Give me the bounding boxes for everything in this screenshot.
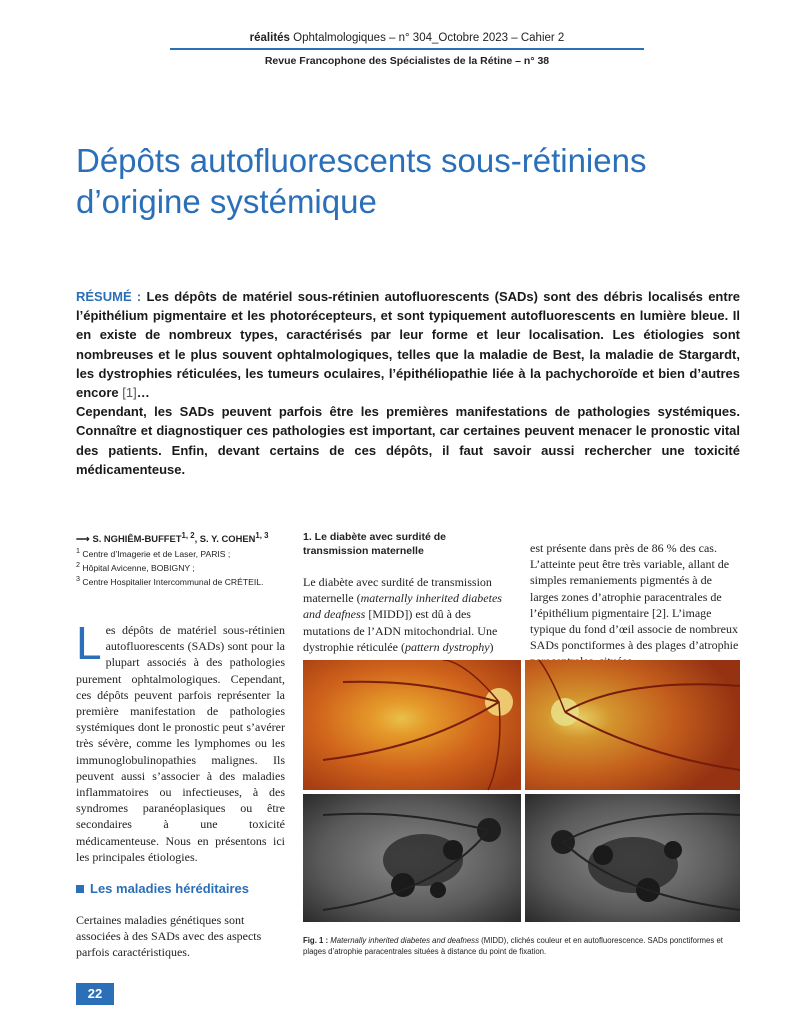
figure-caption xyxy=(303,935,740,957)
title-line-2: d’origine systémique xyxy=(76,183,377,220)
square-bullet-icon xyxy=(76,885,84,893)
authors-block xyxy=(76,530,296,588)
fundus-color-left xyxy=(303,660,521,790)
sub-italic-2: pattern dystrophy xyxy=(404,639,490,654)
fundus-color-right xyxy=(525,660,740,790)
affiliation-2 xyxy=(76,560,296,574)
author-2-affil: 1, 3 xyxy=(255,531,269,540)
header-rule xyxy=(170,48,644,50)
abstract xyxy=(76,287,740,479)
subsection-heading: 1. Le diabète avec surdité de transmission maternelle xyxy=(303,531,446,557)
sub-text-1: Le diabète avec surdité de transmission maternelle ( xyxy=(303,575,492,606)
abstract-para-1 xyxy=(76,287,740,402)
affil-text-1: Centre d’Imagerie et de Laser, PARIS ; xyxy=(79,548,231,559)
author-separator: , xyxy=(194,533,200,545)
affil-num-1: 1 xyxy=(76,547,80,556)
affiliation-1 xyxy=(76,546,296,560)
figure-label: Fig. 1 : xyxy=(303,936,329,945)
article-title xyxy=(76,140,756,222)
col3-paragraph: est présente dans près de 86 % des cas. L’atteinte peut être très variable, allant de simples remaniements pigmentés à de larges zones d’atrophie paracentrales de l’épithélium pigmentaire [2]. L’image typique du fond d’œil associe de nombreux SADs ponctiformes à des plages d’atrophie xyxy=(530,541,739,653)
sub-italic-1: maternally inherited diabetes and deafness xyxy=(303,591,502,622)
affil-text-2: Hôpital Avicenne, BOBIGNY ; xyxy=(79,562,195,573)
affiliation-3 xyxy=(76,574,296,588)
sub-text-3: ) xyxy=(489,639,494,654)
author-names xyxy=(76,530,296,544)
abstract-text-1: Les dépôts de matériel sous-rétinien autofluorescents (SADs) sont des débris localisés entre l’épithélium pigmentaire et les photorécepteurs, et sont typiquement autofluorescents en lumière bleue. Il en existe de nombreux types, caractérisés par leur forme et leur localisation. Les étiologies sont nombreuses et le plus souvent ophtalmologiques, telles que la maladie de Best, la maladie de Stargardt, les dystrophies réticulées, les tumeurs oculaires, l’épithéliopathie liée à la pachychoroïde et bien d’autres encore xyxy=(76,289,740,401)
figure-caption-text: (MIDD), clichés couleur et en autofluorescence. SADs ponctiformes et plages d’atrophie paracentrales situées à distance du point de fixation. xyxy=(303,936,723,956)
abstract-ref: [1] xyxy=(122,385,137,401)
subsection-paragraph xyxy=(303,574,513,655)
abstract-label: RÉSUMÉ : xyxy=(76,289,142,304)
fundus-af-right xyxy=(525,794,740,922)
page-number: 22 xyxy=(76,983,114,1005)
author-1: S. NGHIÊM-BUFFET xyxy=(92,533,182,545)
section-heading-text: Les maladies héréditaires xyxy=(90,881,249,896)
author-1-affil: 1, 2 xyxy=(181,531,195,540)
dropcap: L xyxy=(76,617,102,669)
arrow-icon: ⟶ xyxy=(76,533,90,545)
journal-subtitle: Revue Francophone des Spécialistes de la Rétine – n° 38 xyxy=(264,55,550,67)
figure-caption-italic: Maternally inherited diabetes and deafness xyxy=(328,936,479,945)
abstract-para-2: Cependant, les SADs peuvent parfois être les premières manifestations de pathologies systémiques. Connaître et diagnostiquer ces pathologies est important, car certaines peuvent menacer le pronostic vital des patients. Enfin, devant certains de ces dépôts, il faut savoir aussi rechercher une toxicité médicamenteuse. xyxy=(76,404,740,477)
figure-fundus-images xyxy=(303,660,740,922)
section-paragraph: Certaines maladies génétiques sont associées à des SADs avec des aspects parfois caractéristiques. xyxy=(76,913,262,960)
affil-num-2: 2 xyxy=(76,560,80,569)
fundus-af-left xyxy=(303,794,521,922)
section-heading xyxy=(76,881,296,896)
affil-text-3: Centre Hospitalier Intercommunal de CRÉTEIL. xyxy=(79,576,264,587)
abstract-ellipsis: … xyxy=(136,385,150,401)
affil-num-3: 3 xyxy=(76,574,80,583)
author-2: S. Y. COHEN xyxy=(199,533,256,545)
journal-issue: Ophtalmologiques – n° 304_Octobre 2023 – Cahier 2 xyxy=(289,32,565,44)
intro-text: es dépôts de matériel sous-rétinien autofluorescents (SADs) sont pour la plupart associés à des pathologies purement ophtalmologiques. Cependant, ces dépôts peuvent parfois représenter la première manifestation de pathologies systémiques dont le pronostic peut s’avérer très sévère, comme les lymphomes ou les immunoglobulinopathies malignes. Ils peuvent aussi s’associer à des maladies inflammatoires ou infectieuses, à des syndromes paranéoplasiques ou être secondaires à une toxicité médicamenteuse. Nous en présentons ici les principales étiologies. xyxy=(76,623,285,864)
journal-brand: réalités xyxy=(249,32,290,44)
sub-text-2: [MIDD]) est dû à des mutations de l’ADN mitochondrial. Une dystrophie réticulée ( xyxy=(303,607,498,654)
title-line-1: Dépôts autofluorescents sous-rétiniens xyxy=(76,142,647,179)
intro-paragraph xyxy=(76,617,285,865)
journal-header xyxy=(170,32,644,44)
